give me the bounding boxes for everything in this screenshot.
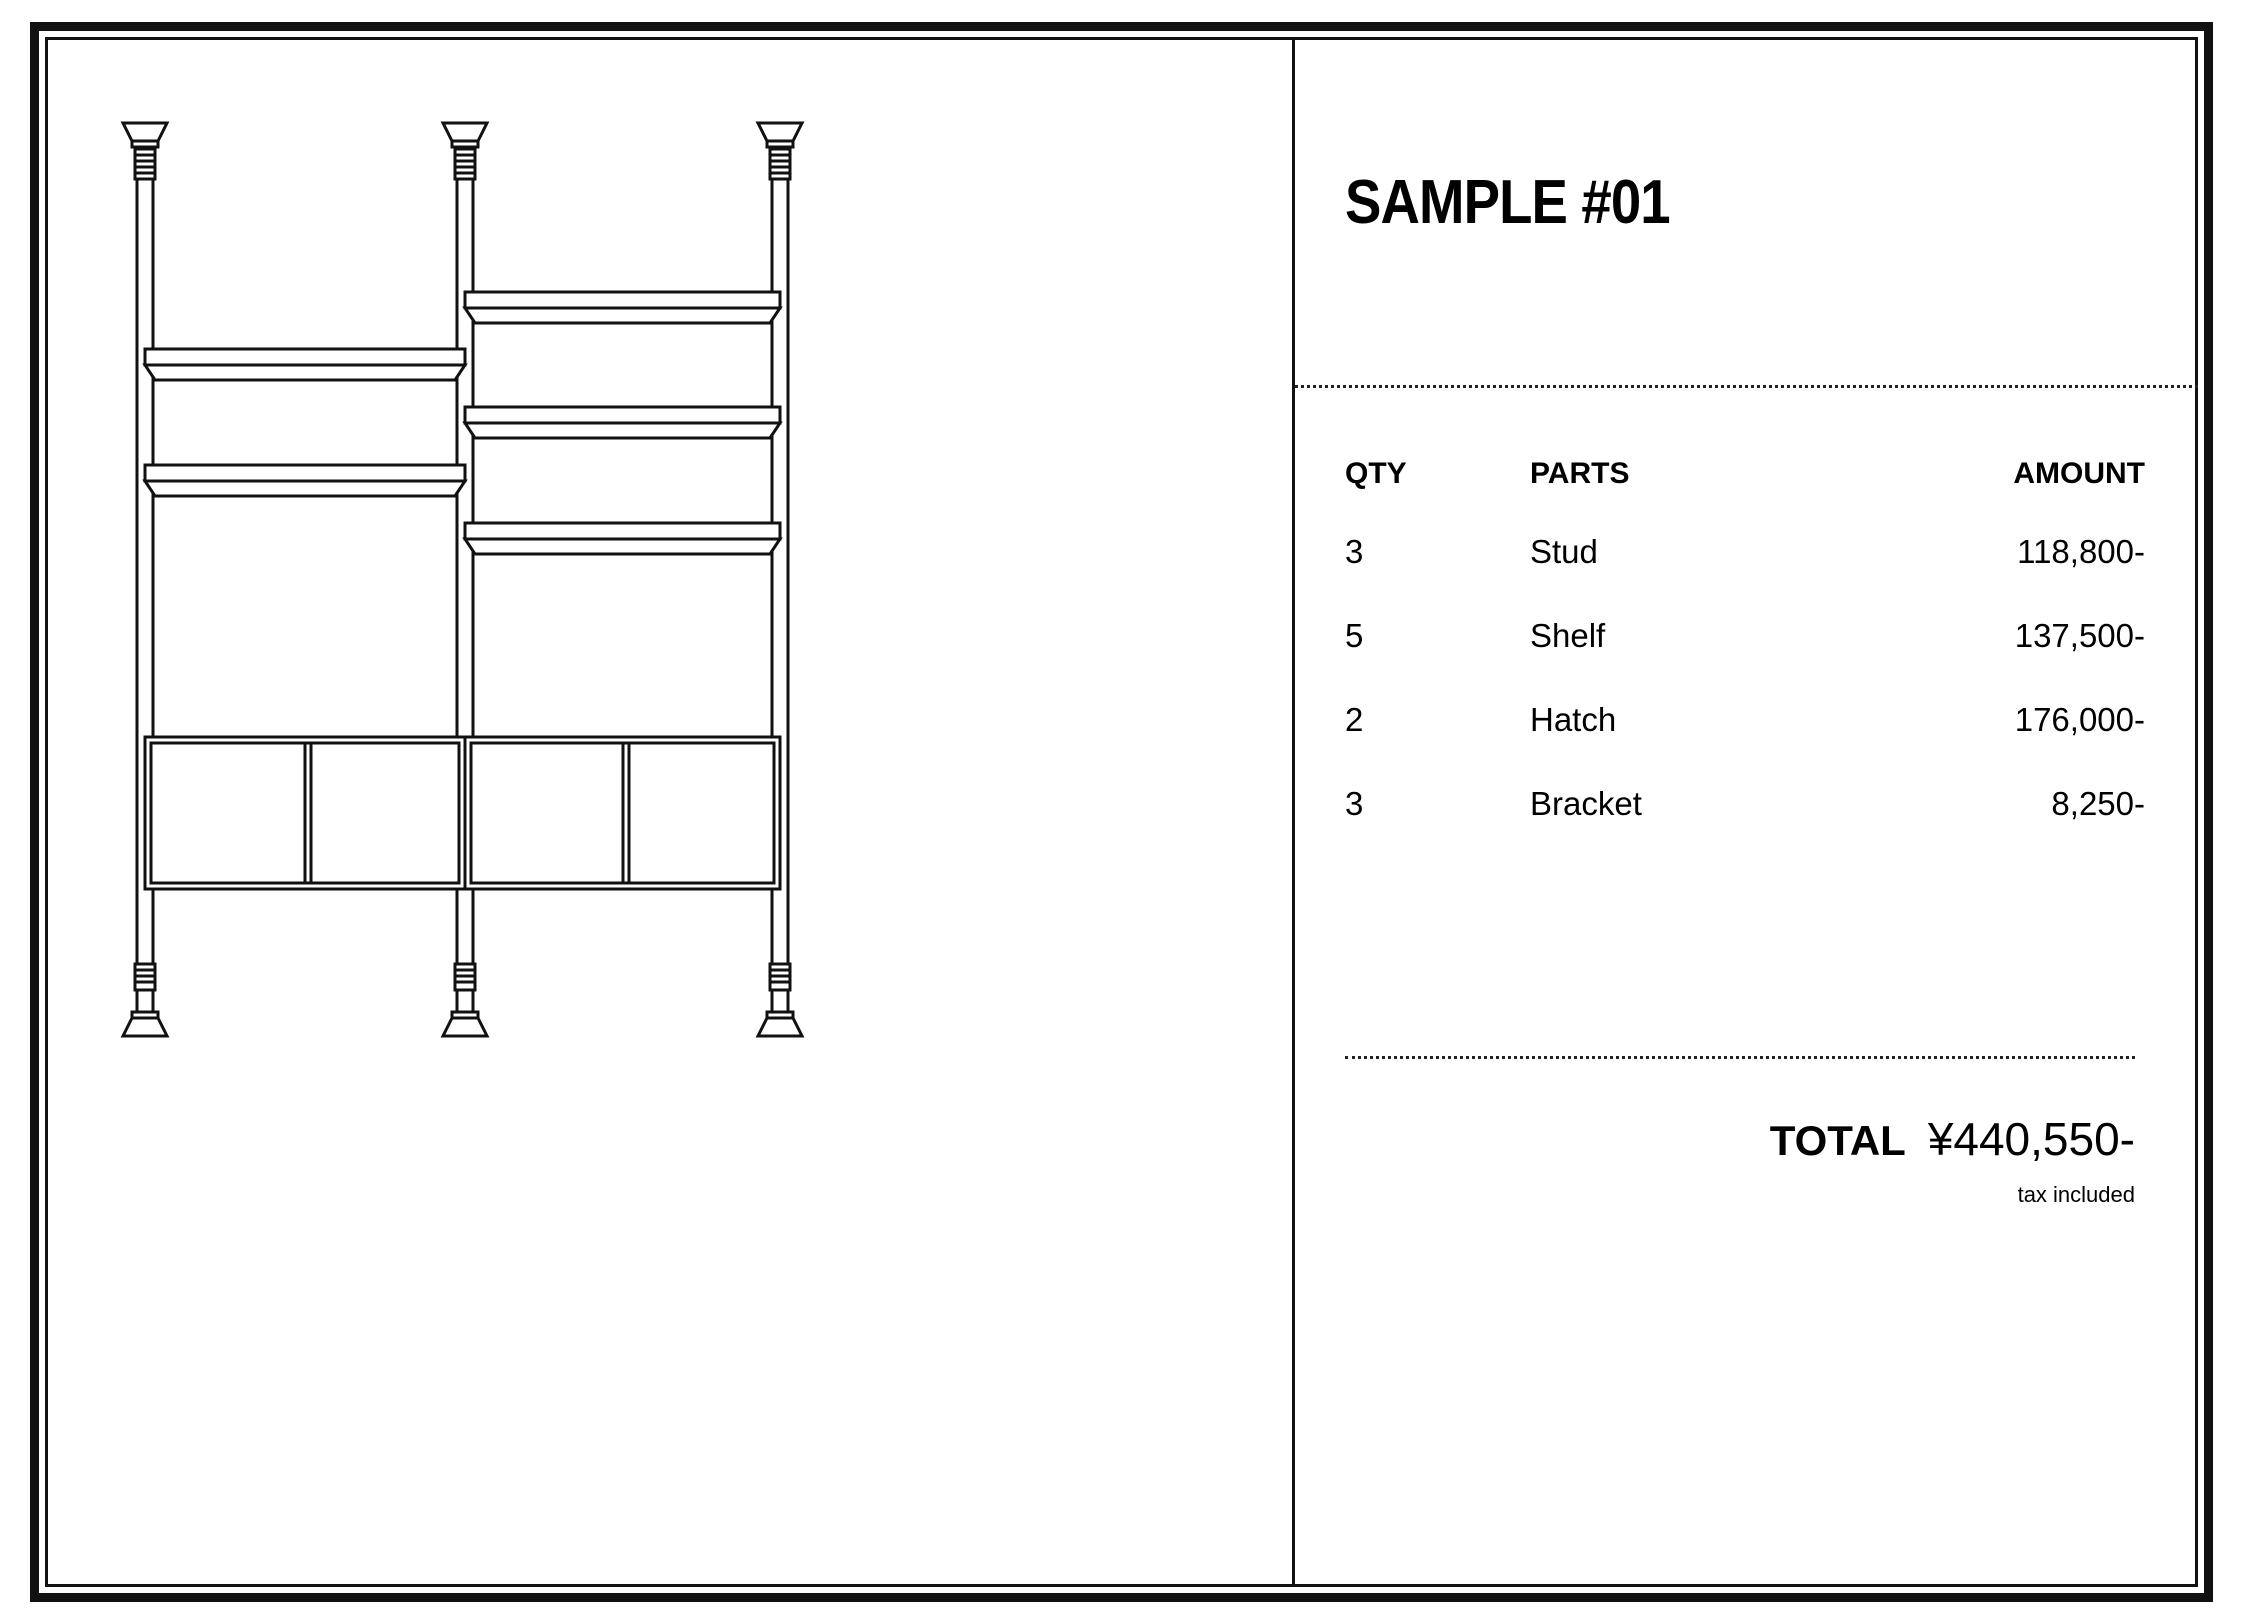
table-row <box>1345 533 2145 617</box>
divider-top <box>1295 385 2198 388</box>
tax-note: tax included <box>2017 1182 2135 1207</box>
cell-part: Bracket <box>1530 785 1642 822</box>
cell-qty: 2 <box>1345 701 1364 738</box>
cell-part: Hatch <box>1530 701 1617 738</box>
cell-amount: 176,000- <box>2014 701 2145 738</box>
column-header-amount: AMOUNT <box>2013 457 2145 490</box>
total-label: TOTAL <box>1769 1117 1906 1164</box>
cell-qty: 3 <box>1345 785 1364 822</box>
table-row <box>1345 617 2145 701</box>
spec-panel <box>1295 37 2198 1587</box>
cell-amount: 8,250- <box>2051 785 2145 822</box>
column-header-parts: PARTS <box>1530 457 1630 490</box>
cell-amount: 137,500- <box>2014 617 2145 654</box>
cell-part: Shelf <box>1530 617 1606 654</box>
cell-qty: 3 <box>1345 533 1364 570</box>
table-header-row <box>1345 457 2145 533</box>
total-row <box>1345 1112 2135 1166</box>
cell-part: Stud <box>1530 533 1598 570</box>
total-value: ¥440,550- <box>1927 1113 2135 1165</box>
column-header-qty: QTY <box>1345 457 1407 490</box>
table-row <box>1345 701 2145 785</box>
divider-bottom <box>1345 1056 2135 1059</box>
cell-amount: 118,800- <box>2017 533 2145 570</box>
shelving-unit-elevation-drawing <box>45 37 1292 1587</box>
page-title: SAMPLE #01 <box>1345 168 1670 237</box>
parts-table <box>1345 457 2145 869</box>
cell-qty: 5 <box>1345 617 1364 654</box>
table-row <box>1345 785 2145 869</box>
